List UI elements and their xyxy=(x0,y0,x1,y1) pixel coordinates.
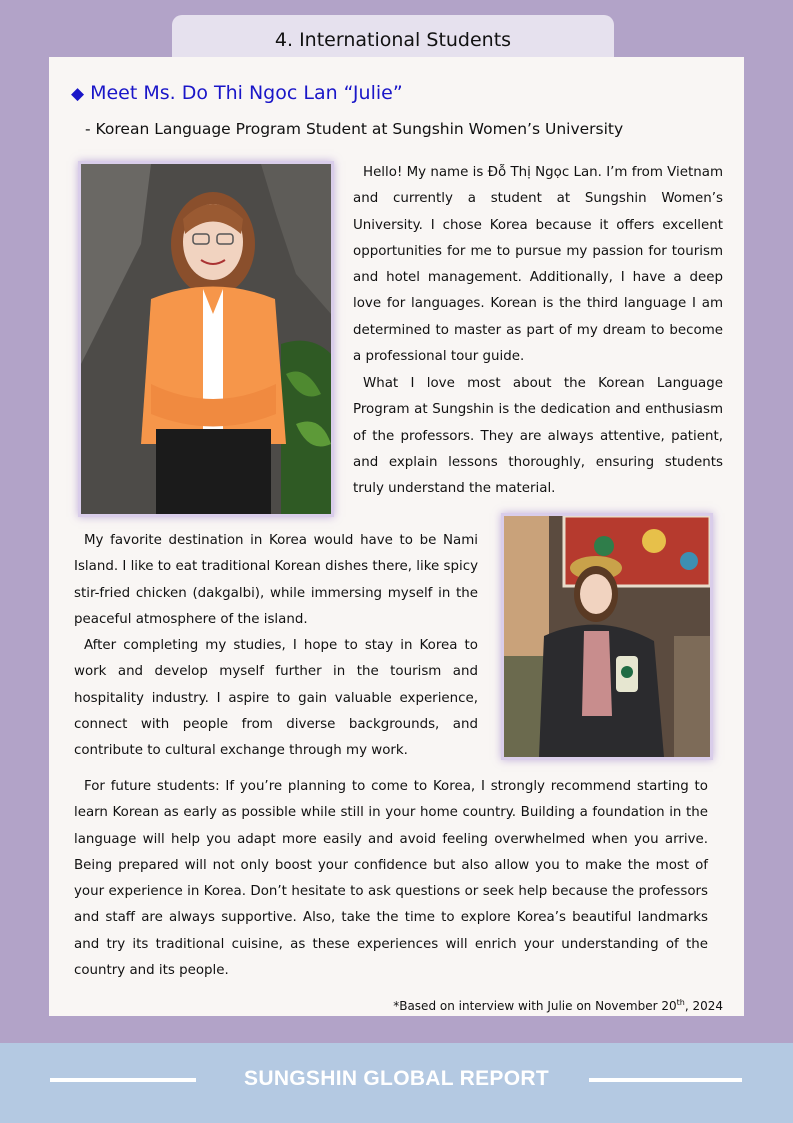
paragraph-future-plans: After completing my studies, I hope to stay in Korea to work and develop myself further in the tourism and hospitality industry. I aspire to gain valuable experience, connect with people from diverse backgrounds, and contribute to cultural exchange through my work. xyxy=(74,638,478,759)
paragraph-intro: Hello! My name is Đỗ Thị Ngọc Lan. I’m from Vietnam and currently a student at Sungshin Women’s University. I chose Korea because it offers excellent opportunities for me to pursue my passion for tourism and hotel management. Additionally, I have a deep love for languages. Korean is the third language I am determined to master as part of my dream to become a professional tour guide. xyxy=(353,165,723,365)
cafe-image xyxy=(504,516,710,757)
portrait-image xyxy=(81,164,331,514)
paragraph-advice: For future students: If you’re planning to come to Korea, I strongly recommend starting to learn Korean as early as possible while still in your home country. Building a foundation in the language will help you adapt more easily and avoid feeling overwhelmed when you arrive. Being prepared will not only boost your confidence but also allow you to make the most of your experience in Korea. Don’t hesitate to ask questions or seek help because the professors and staff are always supportive. Also, take the time to explore Korea’s beautiful landmarks and try its traditional cuisine, as these experiences will enrich your understanding of the country and its people. xyxy=(74,779,708,979)
footnote-ordinal: th xyxy=(676,998,685,1007)
footnote-prefix: *Based on interview with Julie on November 20 xyxy=(393,999,677,1013)
footnote-suffix: , 2024 xyxy=(684,999,723,1013)
cafe-photo xyxy=(501,513,713,760)
article-card xyxy=(49,57,744,1016)
article-heading xyxy=(71,82,403,104)
page-footer xyxy=(0,1043,793,1123)
footer-divider-right xyxy=(589,1078,742,1082)
diamond-icon: ◆ xyxy=(71,84,85,104)
paragraph-destination: My favorite destination in Korea would have to be Nami Island. I like to eat traditional Korean dishes there, like spicy stir-fried chicken (dakgalbi), while immersing myself in the peaceful atmosphere of the island. xyxy=(74,533,478,627)
section-tab-label: 4. International Students xyxy=(274,29,512,51)
section-tab xyxy=(172,15,614,63)
footer-brand: SUNGSHIN GLOBAL REPORT xyxy=(244,1067,549,1090)
paragraph-program: What I love most about the Korean Language Program at Sungshin is the dedication and enthusiasm of the professors. They are always attentive, patient, and explain lessons thoroughly, ensuring students truly understand the material. xyxy=(353,376,723,497)
interview-footnote xyxy=(393,998,723,1013)
article-heading-text: Meet Ms. Do Thi Ngoc Lan “Julie” xyxy=(90,82,403,104)
portrait-photo xyxy=(78,161,334,517)
article-subheading: - Korean Language Program Student at Sungshin Women’s University xyxy=(85,120,624,138)
